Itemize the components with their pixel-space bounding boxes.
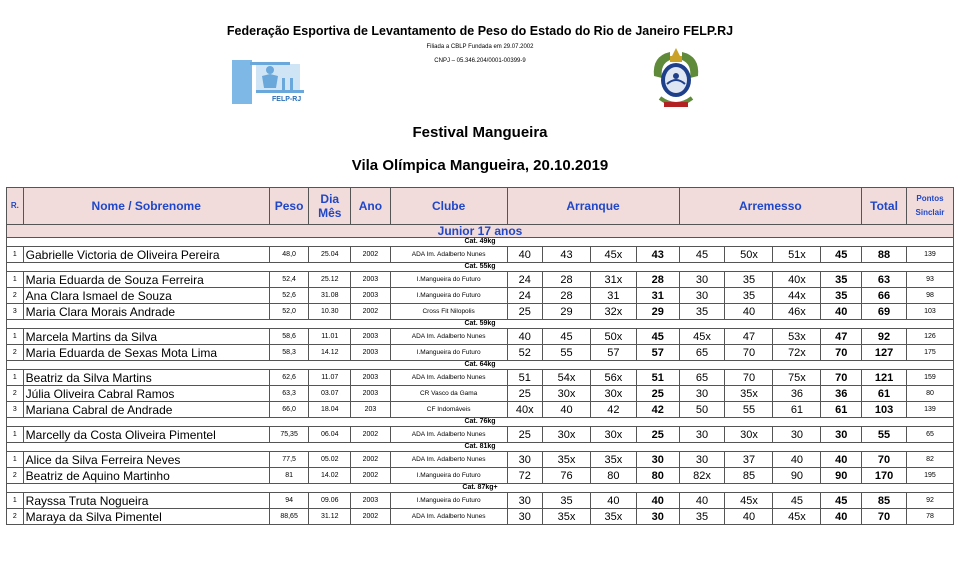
bodyweight: 52,4 — [269, 272, 309, 288]
cj-best: 35 — [821, 272, 862, 288]
col-snatch: Arranque — [507, 188, 679, 225]
cj-attempt-1: 50 — [679, 402, 725, 418]
cj-attempt-3: 45x — [773, 509, 821, 525]
cj-best: 36 — [821, 386, 862, 402]
birth-year: 2003 — [351, 370, 391, 386]
event-title: Festival Mangueira — [412, 124, 548, 141]
snatch-attempt-2: 45 — [542, 329, 590, 345]
total-cell: 70 — [862, 452, 907, 468]
results-table — [6, 187, 954, 525]
cj-best: 45 — [821, 247, 862, 263]
snatch-attempt-2: 29 — [542, 304, 590, 320]
table-row — [7, 386, 954, 402]
cj-best: 70 — [821, 370, 862, 386]
snatch-best: 80 — [636, 468, 679, 484]
weight-class-label: Cat. 59kg — [7, 320, 954, 329]
total-cell: 121 — [862, 370, 907, 386]
birth-date: 11.01 — [309, 329, 351, 345]
birth-date: 14.02 — [309, 468, 351, 484]
rank-cell: 2 — [7, 468, 24, 484]
athlete-name: Rayssa Truta Nogueira — [23, 493, 269, 509]
athlete-name: Maraya da Silva Pimentel — [23, 509, 269, 525]
cj-best: 40 — [821, 452, 862, 468]
snatch-attempt-2: 76 — [542, 468, 590, 484]
cj-attempt-2: 35 — [725, 272, 773, 288]
athlete-name: Marcelly da Costa Oliveira Pimentel — [23, 427, 269, 443]
snatch-attempt-3: 30x — [590, 386, 636, 402]
cj-attempt-2: 70 — [725, 345, 773, 361]
snatch-attempt-3: 31x — [590, 272, 636, 288]
rank-cell: 1 — [7, 329, 24, 345]
birth-date: 11.07 — [309, 370, 351, 386]
snatch-attempt-2: 54x — [542, 370, 590, 386]
club-name: I.Mangueira do Futuro — [390, 345, 507, 361]
snatch-attempt-2: 40 — [542, 402, 590, 418]
col-club: Clube — [390, 188, 507, 225]
col-clean-jerk: Arremesso — [679, 188, 862, 225]
snatch-attempt-2: 35 — [542, 493, 590, 509]
snatch-attempt-2: 55 — [542, 345, 590, 361]
cj-attempt-2: 35 — [725, 288, 773, 304]
club-name: ADA Im. Adalberto Nunes — [390, 370, 507, 386]
cj-attempt-1: 30 — [679, 386, 725, 402]
cj-best: 35 — [821, 288, 862, 304]
snatch-attempt-3: 57 — [590, 345, 636, 361]
cj-attempt-1: 40 — [679, 493, 725, 509]
affiliation-line: Filiada a CBLP Fundada em 29.07.2002 — [426, 44, 534, 50]
weight-class-row — [7, 238, 954, 247]
birth-year: 2002 — [351, 427, 391, 443]
table-row — [7, 370, 954, 386]
birth-date: 25.12 — [309, 272, 351, 288]
birth-date: 31.12 — [309, 509, 351, 525]
cj-attempt-1: 35 — [679, 304, 725, 320]
birth-date: 03.07 — [309, 386, 351, 402]
cj-attempt-2: 30x — [725, 427, 773, 443]
cj-attempt-2: 37 — [725, 452, 773, 468]
birth-year: 2003 — [351, 288, 391, 304]
snatch-attempt-2: 35x — [542, 509, 590, 525]
col-points-line2: Sinclair — [915, 208, 945, 217]
bodyweight: 48,0 — [269, 247, 309, 263]
cj-attempt-1: 45 — [679, 247, 725, 263]
athlete-name: Ana Clara Ismael de Souza — [23, 288, 269, 304]
club-name: CR Vasco da Gama — [390, 386, 507, 402]
sinclair-points: 139 — [906, 402, 953, 418]
cj-attempt-2: 45x — [725, 493, 773, 509]
federation-title: Federação Esportiva de Levantamento de Peso do Estado do Rio de Janeiro FELP.RJ — [226, 24, 734, 38]
snatch-best: 51 — [636, 370, 679, 386]
birth-date: 10.30 — [309, 304, 351, 320]
club-name: ADA Im. Adalberto Nunes — [390, 452, 507, 468]
col-points-line1: Pontos — [916, 194, 944, 203]
rank-cell: 2 — [7, 386, 24, 402]
birth-year: 2002 — [351, 247, 391, 263]
snatch-attempt-2: 43 — [542, 247, 590, 263]
snatch-attempt-2: 35x — [542, 452, 590, 468]
bodyweight: 63,3 — [269, 386, 309, 402]
col-weight: Peso — [269, 188, 309, 225]
total-cell: 63 — [862, 272, 907, 288]
athlete-name: Maria Eduarda de Souza Ferreira — [23, 272, 269, 288]
cj-attempt-2: 40 — [725, 509, 773, 525]
rank-cell: 2 — [7, 288, 24, 304]
weight-class-row — [7, 443, 954, 452]
rank-cell: 2 — [7, 509, 24, 525]
rank-cell: 1 — [7, 272, 24, 288]
bodyweight: 52,0 — [269, 304, 309, 320]
birth-year: 2003 — [351, 329, 391, 345]
cj-best: 90 — [821, 468, 862, 484]
cj-attempt-1: 30 — [679, 288, 725, 304]
total-cell: 170 — [862, 468, 907, 484]
sinclair-points: 103 — [906, 304, 953, 320]
rank-cell: 1 — [7, 247, 24, 263]
total-cell: 70 — [862, 509, 907, 525]
table-row — [7, 402, 954, 418]
rank-cell: 1 — [7, 452, 24, 468]
sinclair-points: 175 — [906, 345, 953, 361]
club-name: ADA Im. Adalberto Nunes — [390, 329, 507, 345]
table-row — [7, 304, 954, 320]
snatch-best: 30 — [636, 452, 679, 468]
cj-attempt-3: 44x — [773, 288, 821, 304]
snatch-attempt-3: 42 — [590, 402, 636, 418]
weight-class-row — [7, 361, 954, 370]
cj-attempt-1: 30 — [679, 452, 725, 468]
cj-attempt-3: 90 — [773, 468, 821, 484]
category-row — [7, 225, 954, 238]
athlete-name: Júlia Oliveira Cabral Ramos — [23, 386, 269, 402]
total-cell: 92 — [862, 329, 907, 345]
table-row — [7, 509, 954, 525]
birth-year: 2002 — [351, 452, 391, 468]
rank-cell: 2 — [7, 345, 24, 361]
col-rank: R. — [7, 188, 24, 225]
bodyweight: 81 — [269, 468, 309, 484]
cj-best: 40 — [821, 509, 862, 525]
weight-class-label: Cat. 87kg+ — [7, 484, 954, 493]
table-row — [7, 329, 954, 345]
total-cell: 66 — [862, 288, 907, 304]
sinclair-points: 65 — [906, 427, 953, 443]
cj-attempt-2: 85 — [725, 468, 773, 484]
club-name: CF Indomáveis — [390, 402, 507, 418]
snatch-attempt-1: 25 — [507, 304, 542, 320]
total-cell: 69 — [862, 304, 907, 320]
snatch-attempt-3: 32x — [590, 304, 636, 320]
club-name: Cross Fit Nilopolis — [390, 304, 507, 320]
birth-date: 05.02 — [309, 452, 351, 468]
snatch-attempt-2: 28 — [542, 288, 590, 304]
cj-attempt-1: 65 — [679, 345, 725, 361]
sinclair-points: 195 — [906, 468, 953, 484]
snatch-attempt-2: 30x — [542, 386, 590, 402]
snatch-attempt-1: 24 — [507, 272, 542, 288]
event-venue-date: Vila Olímpica Mangueira, 20.10.2019 — [351, 157, 609, 174]
club-name: I.Mangueira do Futuro — [390, 493, 507, 509]
cj-attempt-2: 55 — [725, 402, 773, 418]
rank-cell: 1 — [7, 493, 24, 509]
col-day: Dia — [320, 192, 340, 206]
snatch-attempt-3: 56x — [590, 370, 636, 386]
sinclair-points: 126 — [906, 329, 953, 345]
athlete-name: Maria Eduarda de Sexas Mota Lima — [23, 345, 269, 361]
felp-logo — [232, 54, 308, 104]
weight-class-label: Cat. 64kg — [7, 361, 954, 370]
cj-attempt-2: 35x — [725, 386, 773, 402]
cj-attempt-3: 53x — [773, 329, 821, 345]
athlete-name: Beatriz de Aquino Martinho — [23, 468, 269, 484]
snatch-attempt-3: 45x — [590, 247, 636, 263]
birth-year: 2002 — [351, 468, 391, 484]
snatch-attempt-3: 50x — [590, 329, 636, 345]
rank-cell: 1 — [7, 370, 24, 386]
cnpj-line: CNPJ – 05.346.204/0001-00399-9 — [434, 58, 526, 64]
athlete-name: Mariana Cabral de Andrade — [23, 402, 269, 418]
cj-attempt-1: 30 — [679, 272, 725, 288]
weight-class-row — [7, 484, 954, 493]
table-row — [7, 427, 954, 443]
snatch-attempt-3: 80 — [590, 468, 636, 484]
weight-class-row — [7, 418, 954, 427]
snatch-attempt-1: 51 — [507, 370, 542, 386]
weight-class-label: Cat. 76kg — [7, 418, 954, 427]
weight-class-label: Cat. 81kg — [7, 443, 954, 452]
col-date — [309, 188, 351, 225]
birth-year: 2002 — [351, 509, 391, 525]
weight-class-row — [7, 263, 954, 272]
sinclair-points: 139 — [906, 247, 953, 263]
col-year: Ano — [351, 188, 391, 225]
athlete-name: Gabrielle Victoria de Oliveira Pereira — [23, 247, 269, 263]
birth-year: 203 — [351, 402, 391, 418]
col-month: Mês — [318, 206, 342, 220]
birth-date: 14.12 — [309, 345, 351, 361]
total-cell: 61 — [862, 386, 907, 402]
club-name: ADA Im. Adalberto Nunes — [390, 247, 507, 263]
snatch-attempt-1: 30 — [507, 509, 542, 525]
cj-best: 30 — [821, 427, 862, 443]
cj-attempt-3: 46x — [773, 304, 821, 320]
birth-year: 2003 — [351, 272, 391, 288]
snatch-best: 25 — [636, 386, 679, 402]
sinclair-points: 82 — [906, 452, 953, 468]
table-row — [7, 345, 954, 361]
birth-date: 09.06 — [309, 493, 351, 509]
snatch-attempt-1: 25 — [507, 386, 542, 402]
cj-best: 45 — [821, 493, 862, 509]
cj-attempt-2: 50x — [725, 247, 773, 263]
snatch-attempt-3: 30x — [590, 427, 636, 443]
bodyweight: 75,35 — [269, 427, 309, 443]
birth-date: 06.04 — [309, 427, 351, 443]
athlete-name: Maria Clara Morais Andrade — [23, 304, 269, 320]
snatch-attempt-3: 40 — [590, 493, 636, 509]
total-cell: 127 — [862, 345, 907, 361]
birth-year: 2002 — [351, 304, 391, 320]
table-row — [7, 452, 954, 468]
table-row — [7, 247, 954, 263]
birth-date: 25.04 — [309, 247, 351, 263]
snatch-attempt-3: 31 — [590, 288, 636, 304]
cj-attempt-2: 70 — [725, 370, 773, 386]
sinclair-points: 93 — [906, 272, 953, 288]
snatch-attempt-1: 72 — [507, 468, 542, 484]
birth-year: 2003 — [351, 493, 391, 509]
club-name: I.Mangueira do Futuro — [390, 288, 507, 304]
col-points — [906, 188, 953, 225]
snatch-attempt-2: 28 — [542, 272, 590, 288]
total-cell: 55 — [862, 427, 907, 443]
bodyweight: 66,0 — [269, 402, 309, 418]
athlete-name: Marcela Martins da Silva — [23, 329, 269, 345]
snatch-attempt-3: 35x — [590, 452, 636, 468]
snatch-best: 29 — [636, 304, 679, 320]
birth-year: 2003 — [351, 345, 391, 361]
snatch-attempt-2: 30x — [542, 427, 590, 443]
cj-best: 40 — [821, 304, 862, 320]
cj-best: 47 — [821, 329, 862, 345]
cj-attempt-1: 30 — [679, 427, 725, 443]
header-row — [7, 188, 954, 225]
felp-logo-text: FELP-RJ — [272, 96, 302, 103]
snatch-best: 28 — [636, 272, 679, 288]
bodyweight: 77,5 — [269, 452, 309, 468]
club-name: I.Mangueira do Futuro — [390, 272, 507, 288]
total-cell: 103 — [862, 402, 907, 418]
snatch-attempt-1: 25 — [507, 427, 542, 443]
bodyweight: 52,6 — [269, 288, 309, 304]
snatch-best: 31 — [636, 288, 679, 304]
weight-class-label: Cat. 55kg — [7, 263, 954, 272]
cj-attempt-3: 45 — [773, 493, 821, 509]
birth-date: 18.04 — [309, 402, 351, 418]
category-label: Junior 17 anos — [7, 225, 954, 238]
cj-attempt-2: 40 — [725, 304, 773, 320]
club-name: ADA Im. Adalberto Nunes — [390, 509, 507, 525]
cj-attempt-3: 30 — [773, 427, 821, 443]
cj-attempt-3: 61 — [773, 402, 821, 418]
weight-class-label: Cat. 49kg — [7, 238, 954, 247]
snatch-best: 40 — [636, 493, 679, 509]
bodyweight: 58,3 — [269, 345, 309, 361]
cj-attempt-3: 51x — [773, 247, 821, 263]
snatch-best: 25 — [636, 427, 679, 443]
cj-attempt-3: 40 — [773, 452, 821, 468]
bodyweight: 62,6 — [269, 370, 309, 386]
athlete-name: Beatriz da Silva Martins — [23, 370, 269, 386]
rank-cell: 3 — [7, 402, 24, 418]
snatch-attempt-1: 40 — [507, 329, 542, 345]
sinclair-points: 80 — [906, 386, 953, 402]
snatch-best: 45 — [636, 329, 679, 345]
club-name: ADA Im. Adalberto Nunes — [390, 427, 507, 443]
table-row — [7, 288, 954, 304]
table-row — [7, 493, 954, 509]
cj-attempt-1: 65 — [679, 370, 725, 386]
athlete-name: Alice da Silva Ferreira Neves — [23, 452, 269, 468]
snatch-attempt-1: 40 — [507, 247, 542, 263]
total-cell: 85 — [862, 493, 907, 509]
snatch-best: 57 — [636, 345, 679, 361]
sinclair-points: 78 — [906, 509, 953, 525]
rank-cell: 3 — [7, 304, 24, 320]
snatch-best: 42 — [636, 402, 679, 418]
weight-class-row — [7, 320, 954, 329]
snatch-attempt-1: 40x — [507, 402, 542, 418]
cj-attempt-1: 35 — [679, 509, 725, 525]
bodyweight: 58,6 — [269, 329, 309, 345]
cj-best: 70 — [821, 345, 862, 361]
birth-date: 31.08 — [309, 288, 351, 304]
cj-attempt-1: 82x — [679, 468, 725, 484]
table-row — [7, 272, 954, 288]
cj-best: 61 — [821, 402, 862, 418]
snatch-best: 43 — [636, 247, 679, 263]
snatch-attempt-1: 30 — [507, 452, 542, 468]
cj-attempt-1: 45x — [679, 329, 725, 345]
snatch-attempt-1: 24 — [507, 288, 542, 304]
sinclair-points: 159 — [906, 370, 953, 386]
cj-attempt-2: 47 — [725, 329, 773, 345]
bodyweight: 88,65 — [269, 509, 309, 525]
birth-year: 2003 — [351, 386, 391, 402]
col-name: Nome / Sobrenome — [23, 188, 269, 225]
cj-attempt-3: 36 — [773, 386, 821, 402]
club-name: I.Mangueira do Futuro — [390, 468, 507, 484]
cj-attempt-3: 40x — [773, 272, 821, 288]
state-crest — [650, 46, 702, 116]
sinclair-points: 92 — [906, 493, 953, 509]
snatch-attempt-3: 35x — [590, 509, 636, 525]
snatch-best: 30 — [636, 509, 679, 525]
rank-cell: 1 — [7, 427, 24, 443]
bodyweight: 94 — [269, 493, 309, 509]
snatch-attempt-1: 52 — [507, 345, 542, 361]
snatch-attempt-1: 30 — [507, 493, 542, 509]
total-cell: 88 — [862, 247, 907, 263]
col-total: Total — [862, 188, 907, 225]
cj-attempt-3: 75x — [773, 370, 821, 386]
cj-attempt-3: 72x — [773, 345, 821, 361]
table-row — [7, 468, 954, 484]
sinclair-points: 98 — [906, 288, 953, 304]
